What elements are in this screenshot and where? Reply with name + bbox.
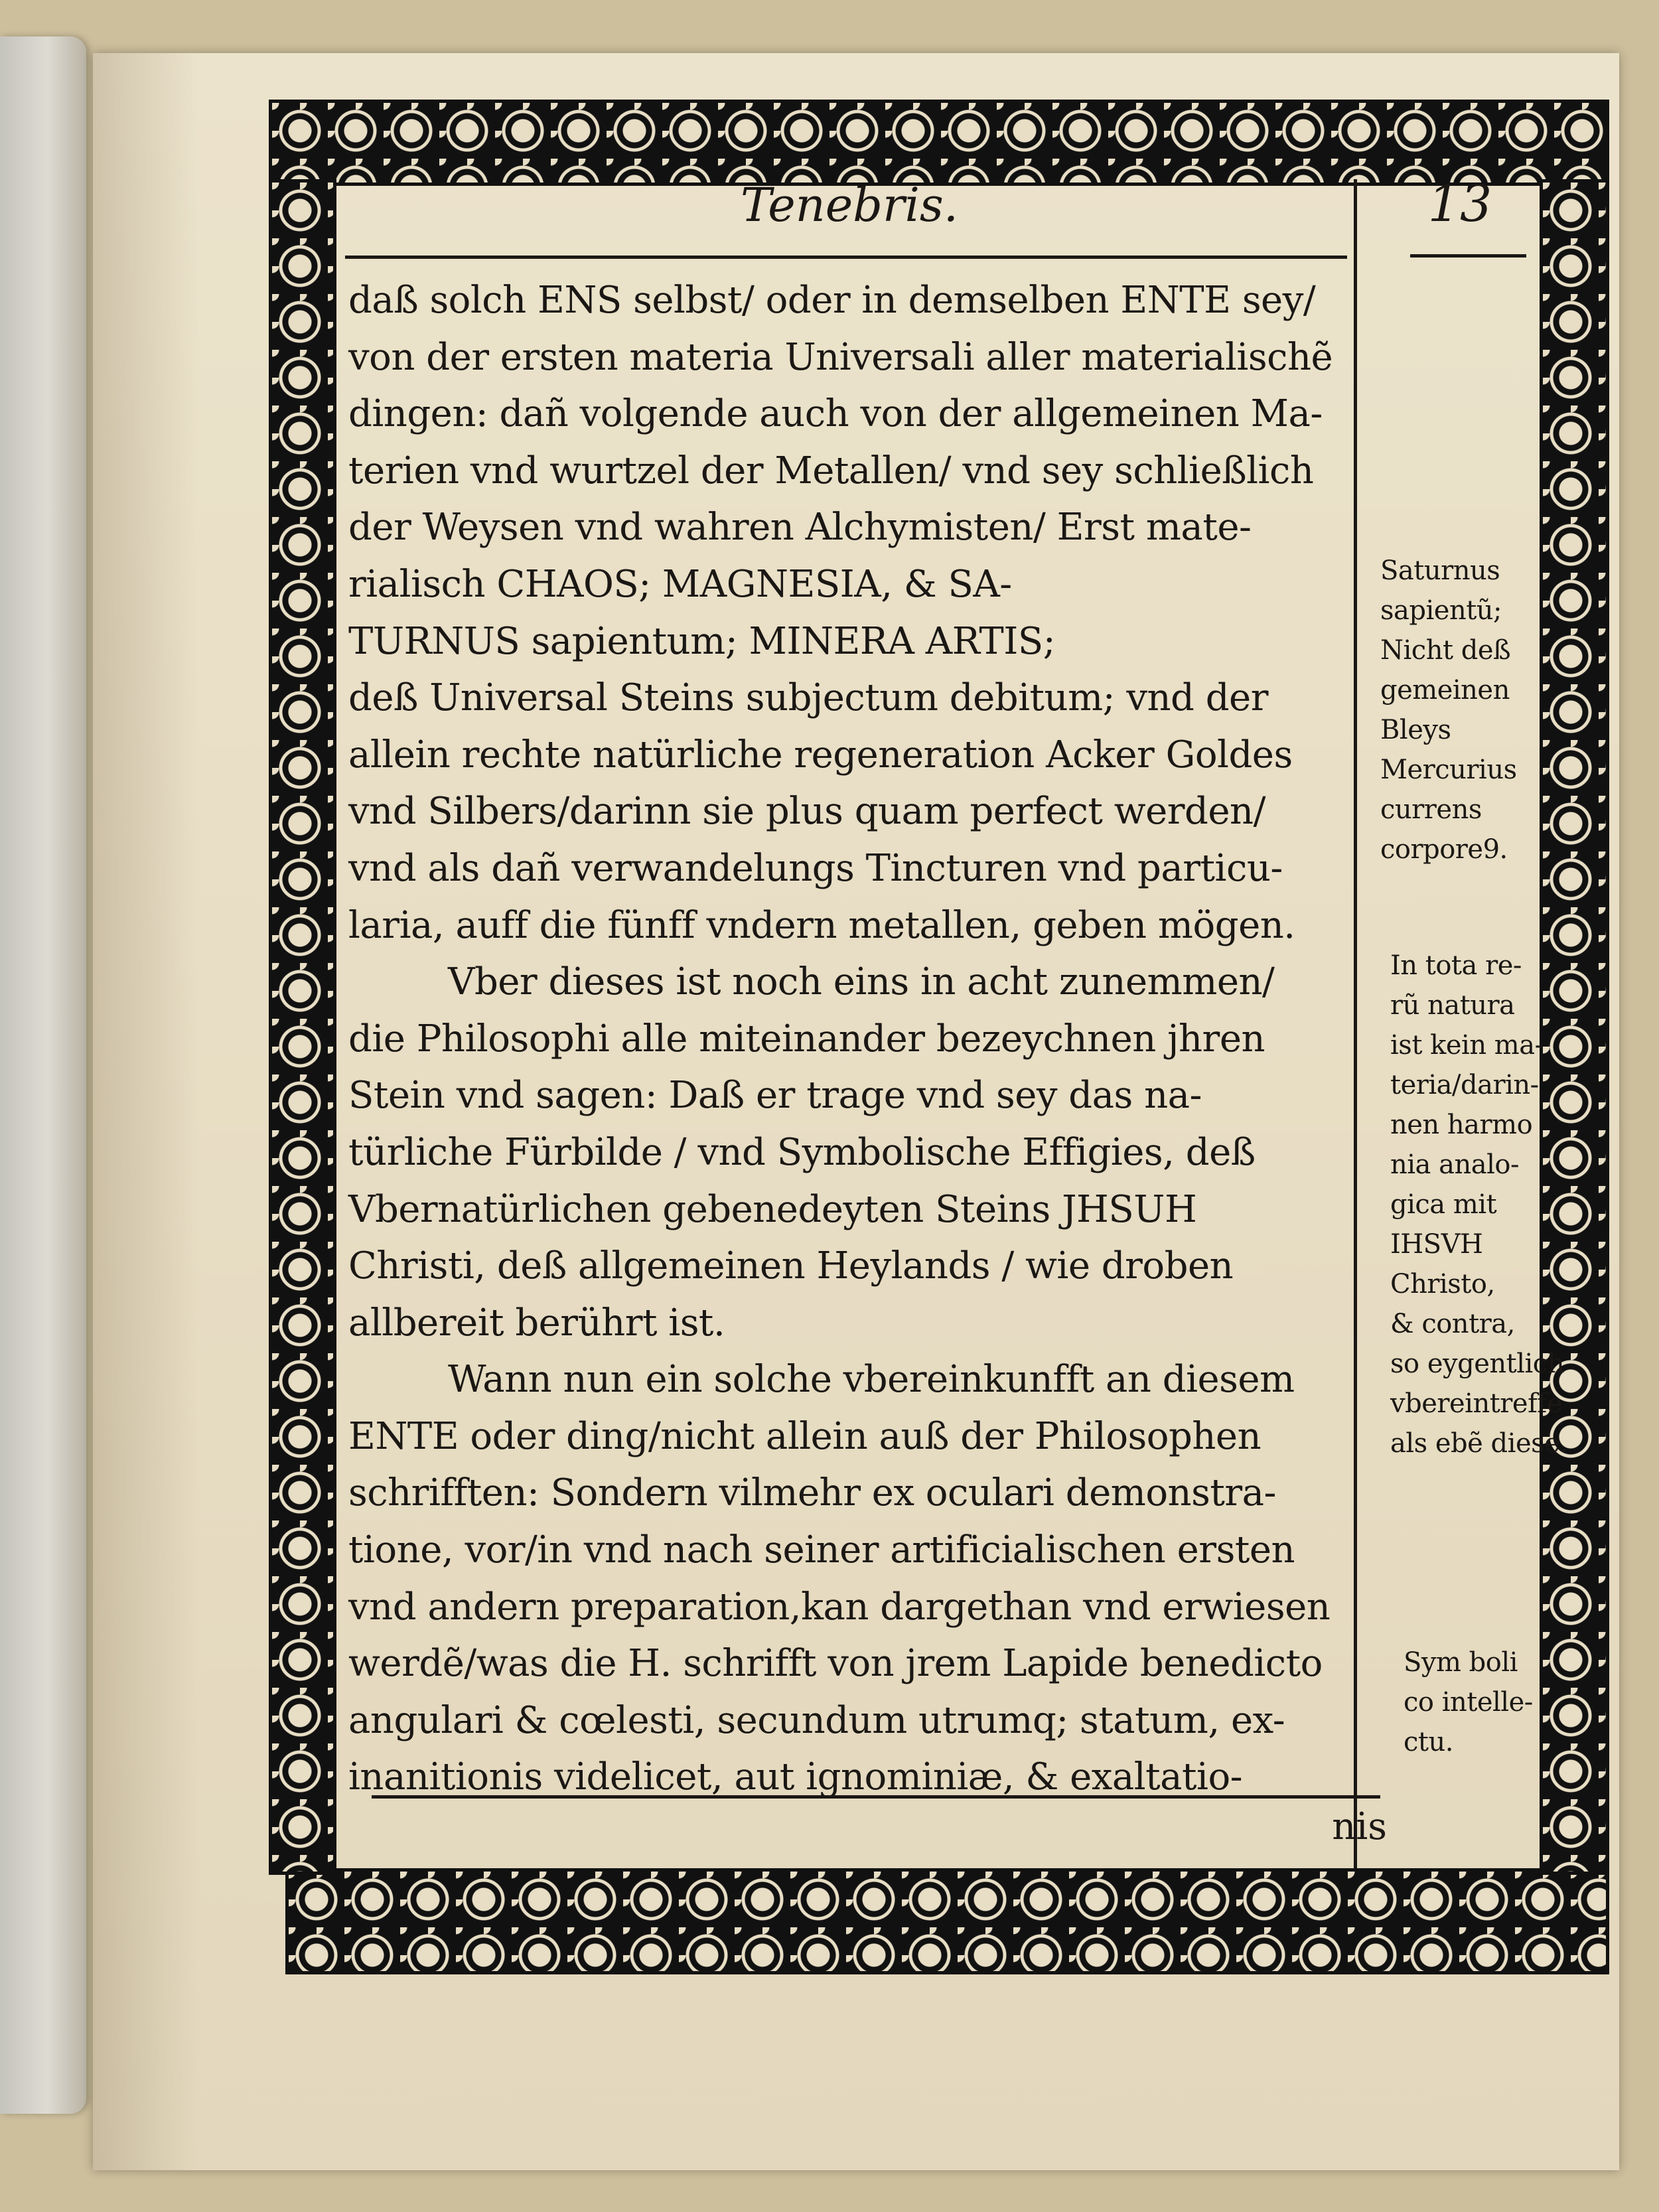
margin-note-line: so eygentlich xyxy=(1390,1349,1564,1379)
margin-note-line: & contra, xyxy=(1390,1309,1515,1339)
margin-note-line: In tota re- xyxy=(1390,950,1522,981)
text-line: Vbernatürlichen gebenedeyten Steins JHSUH xyxy=(348,1187,1197,1231)
margin-note-symbolico xyxy=(1404,1643,1603,1762)
text-line: von der ersten materia Universali aller materialischẽ xyxy=(348,335,1333,379)
text-line: daß solch ENS selbst/ oder in demselben ENTE sey/ xyxy=(348,279,1316,322)
margin-note-line: gemeinen xyxy=(1380,675,1510,705)
margin-note-saturnus xyxy=(1380,551,1579,869)
text-line: schrifften: Sondern vilmehr ex oculari demonstra- xyxy=(348,1471,1276,1515)
margin-note-line: nen harmo xyxy=(1390,1110,1533,1140)
margin-note-line: rũ natura xyxy=(1390,990,1515,1021)
text-line: TURNUS sapientum; MINERA ARTIS; xyxy=(348,619,1056,663)
margin-note-line: Sym boli xyxy=(1404,1647,1518,1678)
margin-note-line: co intelle- xyxy=(1404,1687,1533,1718)
text-line: inanitionis videlicet, aut ignominiæ, & exaltatio- xyxy=(348,1755,1243,1799)
text-line: allbereit berührt ist. xyxy=(348,1301,725,1345)
facing-page-edge xyxy=(0,37,86,2114)
ornamental-border-left xyxy=(269,179,336,1875)
margin-note-line: Saturnus xyxy=(1380,555,1500,586)
text-line: vnd andern preparation,kan dargethan vnd erwiesen xyxy=(348,1585,1331,1629)
text-line: tione, vor/in vnd nach seiner artificialischen ersten xyxy=(348,1528,1295,1572)
text-line: Wann nun ein solche vbereinkunfft an diesem xyxy=(448,1358,1295,1402)
catchword: nis xyxy=(1332,1805,1387,1848)
text-line: Stein vnd sagen: Daß er trage vnd sey das na- xyxy=(348,1074,1202,1118)
header-rule xyxy=(345,256,1347,259)
margin-note-in-tota xyxy=(1390,946,1589,1463)
margin-note-line: gica mit xyxy=(1390,1189,1497,1220)
ornamental-border-bottom xyxy=(285,1868,1609,1974)
margin-note-line: Bleys xyxy=(1380,715,1451,745)
text-line: der Weysen vnd wahren Alchymisten/ Erst mate- xyxy=(348,506,1252,550)
text-line: werdẽ/was die H. schrifft von jrem Lapide benedicto xyxy=(348,1642,1323,1686)
text-line: rialisch CHAOS; MAGNESIA, & SA- xyxy=(348,562,1012,606)
margin-note-line: teria/darin- xyxy=(1390,1070,1539,1100)
margin-note-line: vbereintreffe xyxy=(1390,1388,1562,1419)
margin-note-line: als ebẽ diese. xyxy=(1390,1428,1568,1459)
page-number-rule xyxy=(1410,254,1526,258)
main-text-block xyxy=(348,272,1377,1806)
text-line: vnd Silbers/darinn sie plus quam perfect werden/ xyxy=(348,790,1265,834)
text-line: türliche Fürbilde / vnd Symbolische Effigies, deß xyxy=(348,1130,1256,1174)
margin-note-line: IHSVH xyxy=(1390,1229,1483,1260)
margin-note-line: corpore9. xyxy=(1380,834,1508,865)
margin-note-line: Nicht deß xyxy=(1380,635,1511,666)
running-title: Tenebris. xyxy=(740,178,959,232)
text-line: die Philosophi alle miteinander bezeychnen jhren xyxy=(348,1017,1265,1061)
text-line: dingen: dañ volgende auch von der allgemeinen Ma- xyxy=(348,392,1323,436)
margin-note-line: currens xyxy=(1380,794,1482,825)
margin-note-line: sapientũ; xyxy=(1380,595,1502,626)
margin-note-line: ist kein ma- xyxy=(1390,1030,1544,1061)
margin-note-line: Christo, xyxy=(1390,1269,1495,1299)
text-line: laria, auff die fünff vndern metallen, geben mögen. xyxy=(348,903,1295,947)
text-line: terien vnd wurtzel der Metallen/ vnd sey schließlich xyxy=(348,449,1314,492)
margin-note-line: nia analo- xyxy=(1390,1149,1519,1180)
text-line: angulari & cœlesti, secundum utrumq; statum, ex- xyxy=(348,1698,1285,1742)
text-line: Christi, deß allgemeinen Heylands / wie droben xyxy=(348,1244,1234,1288)
ornamental-border-top xyxy=(269,100,1609,186)
text-line: deß Universal Steins subjectum debitum; vnd der xyxy=(348,676,1268,720)
margin-note-line: Mercurius xyxy=(1380,755,1517,785)
page-number: 13 xyxy=(1427,174,1492,233)
text-line: ENTE oder ding/nicht allein auß der Philosophen xyxy=(348,1414,1262,1458)
margin-note-line: ctu. xyxy=(1404,1727,1453,1757)
text-line: allein rechte natürliche regeneration Acker Goldes xyxy=(348,733,1293,776)
text-line: vnd als dañ verwandelungs Tincturen vnd particu- xyxy=(348,846,1283,890)
text-line: Vber dieses ist noch eins in acht zunemmen/ xyxy=(448,960,1275,1004)
